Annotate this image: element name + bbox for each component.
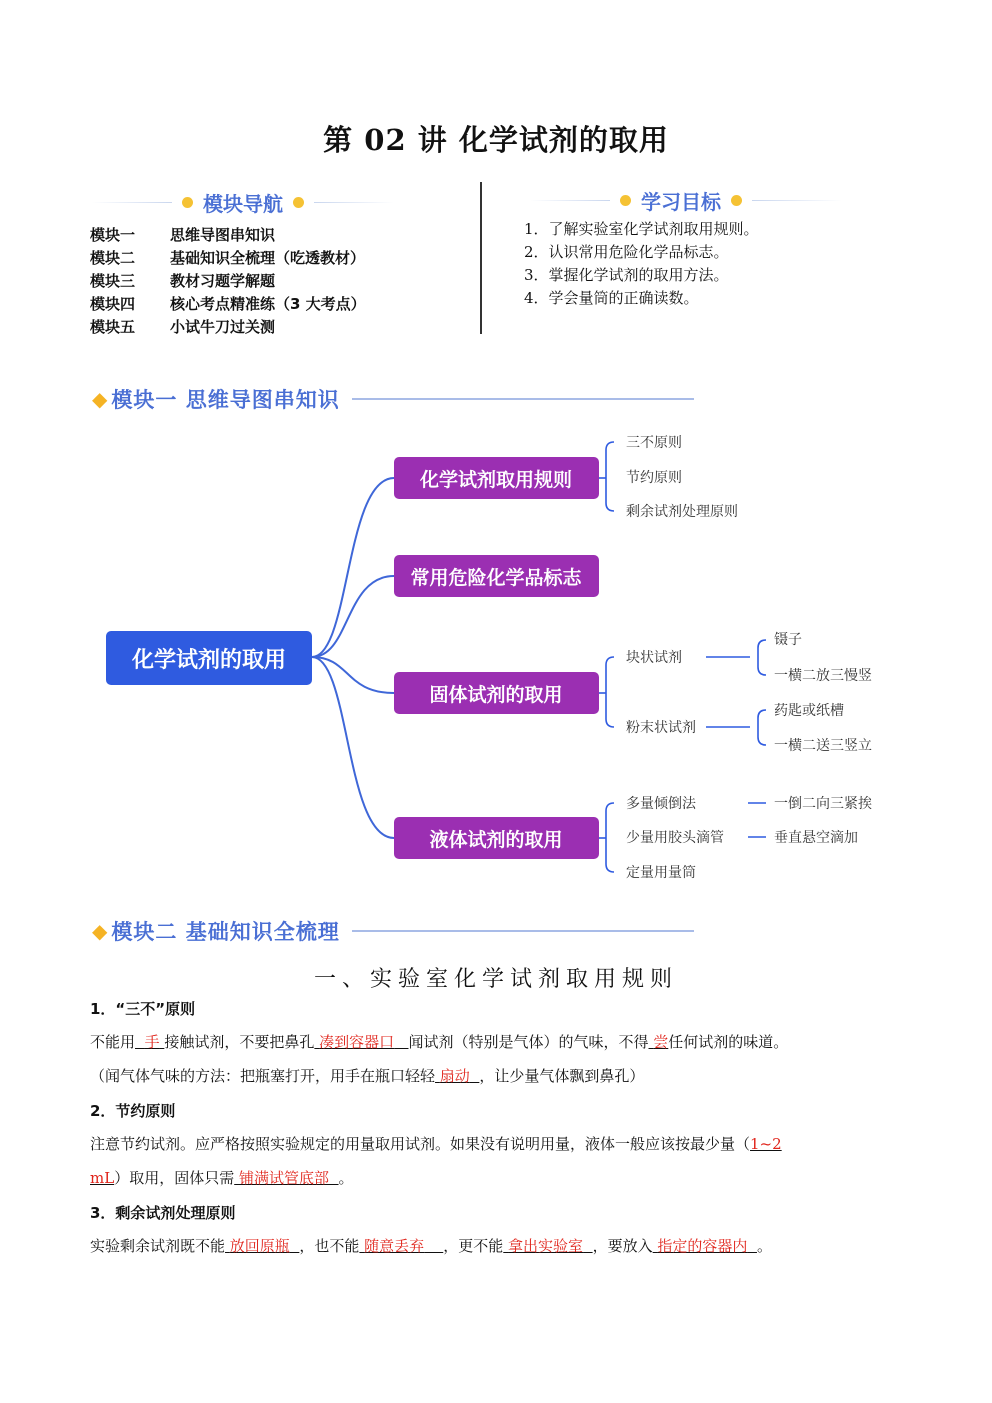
branch-label: 液体试剂的取用 [429, 829, 563, 851]
child-label: 多量倾倒法 [626, 796, 696, 812]
leaf-label: 一倒二向三紧挨 [774, 796, 872, 812]
module1-banner: ◆ 模块一 思维导图串知识 [92, 384, 694, 414]
leaf-label: 一横二放三慢竖 [774, 668, 872, 684]
mind-map-root: 化学试剂的取用 [131, 648, 287, 673]
dot-icon [293, 197, 304, 208]
child-label: 块状试剂 [626, 650, 682, 666]
module-item: 模块四 核心考点精准练（3 大考点） [90, 295, 366, 313]
dot-icon [620, 195, 631, 206]
subheading: 3．剩余试剂处理原则 [90, 1204, 236, 1222]
answer-blank: 扇动 [439, 1067, 470, 1085]
connector-line [312, 657, 394, 838]
leaf-label: 镊子 [774, 632, 802, 648]
answer-blank: 铺满试管底部 [238, 1169, 329, 1187]
subheading: 1．“三不”原则 [90, 1000, 196, 1018]
goals-list [524, 218, 759, 310]
module-list [90, 224, 366, 339]
answer-blank: 尝 [653, 1033, 669, 1051]
leaf-label: 一横二送三竖立 [774, 738, 872, 754]
bracket-line [606, 657, 614, 727]
paragraph: （闻气体气味的方法：把瓶塞打开，用手在瓶口轻轻 扇动 ，让少量气体飘到鼻孔） [90, 1067, 645, 1085]
module-item: 模块一 思维导图串知识 [90, 226, 276, 244]
bracket-line [606, 803, 614, 872]
paragraph: 注意节约试剂。应严格按照实验规定的用量取用试剂。如果没有说明用量，液体一般应该按最少量（1~2 [90, 1135, 782, 1153]
branch-label: 化学试剂取用规则 [419, 469, 573, 491]
answer-blank: 手 [144, 1033, 160, 1051]
module-item: 模块五 小试牛刀过关测 [90, 318, 276, 336]
answer-blank: 1~2 [750, 1135, 782, 1153]
child-label: 三不原则 [626, 435, 682, 451]
subheading: 2．节约原则 [90, 1102, 176, 1120]
section-heading: 一、实验室化学试剂取用规则 [313, 967, 678, 992]
goal-item: 4．学会量筒的正确读数。 [524, 289, 699, 307]
bracket-line [758, 710, 766, 745]
answer-blank: 凑到容器口 [319, 1033, 395, 1051]
double-chevron-icon: ◆ [92, 387, 108, 411]
child-label: 剩余试剂处理原则 [626, 504, 738, 520]
module2-banner: ◆ 模块二 基础知识全梳理 [92, 916, 694, 946]
bracket-line [758, 640, 766, 675]
dot-icon [731, 195, 742, 206]
child-label: 粉末状试剂 [626, 720, 696, 736]
branch-label: 固体试剂的取用 [429, 684, 563, 706]
child-label: 少量用胶头滴管 [626, 830, 724, 846]
answer-blank: 随意丢弃 [364, 1237, 425, 1255]
answer-blank: 拿出实验室 [508, 1237, 584, 1255]
connector-line [312, 576, 394, 657]
connector-line [312, 657, 394, 693]
connector-line [312, 478, 394, 657]
paragraph: 实验剩余试剂既不能 放回原瓶 ，也不能 随意丢弃 ，更不能 拿出实验室 ，要放入 指定的容器内 。 [90, 1237, 772, 1255]
dot-icon [182, 197, 193, 208]
goal-item: 1．了解实验室化学试剂取用规则。 [524, 220, 759, 238]
answer-blank: 放回原瓶 [229, 1237, 290, 1255]
leaf-label: 药匙或纸槽 [774, 703, 844, 719]
bracket-line [606, 442, 614, 511]
goal-item: 2．认识常用危险化学品标志。 [524, 243, 729, 261]
paragraph: 不能用 手 接触试剂，不要把鼻孔 凑到容器口 闻试剂（特别是气体）的气味，不得 尝任何试剂的味道。 [90, 1033, 789, 1051]
module-item: 模块二 基础知识全梳理（吃透教材） [90, 249, 366, 267]
goal-item: 3．掌握化学试剂的取用方法。 [524, 266, 729, 284]
goals-heading: 学习目标 [530, 186, 842, 215]
leaf-label: 垂直悬空滴加 [774, 830, 858, 846]
answer-blank: mL [90, 1169, 115, 1187]
module-item: 模块三 教材习题学解题 [90, 272, 276, 290]
answer-blank: 指定的容器内 [657, 1237, 748, 1255]
mind-map [0, 420, 992, 900]
double-chevron-icon: ◆ [92, 919, 108, 943]
paragraph: mL）取用，固体只需 铺满试管底部 。 [90, 1169, 354, 1187]
child-label: 节约原则 [626, 470, 682, 486]
nav-heading: 模块导航 [92, 188, 394, 217]
branch-label: 常用危险化学品标志 [410, 567, 582, 589]
child-label: 定量用量筒 [626, 865, 696, 881]
page-title: 第 02 讲 化学试剂的取用 [323, 123, 669, 157]
column-divider [480, 182, 482, 334]
